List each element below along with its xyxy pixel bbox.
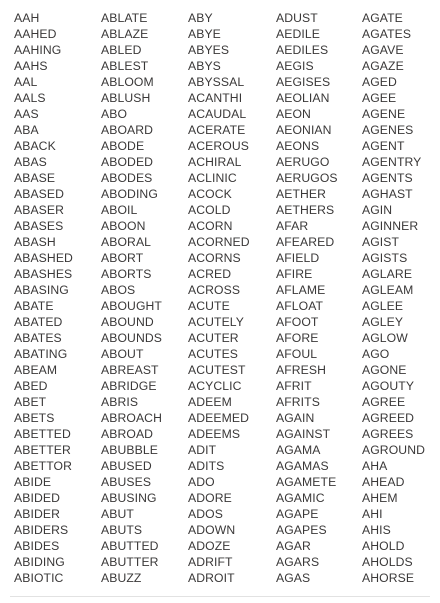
word-entry: AFORE xyxy=(276,331,319,345)
word-entry: AEON xyxy=(276,107,311,121)
word-entry: ABACK xyxy=(14,139,56,153)
word-entry: ABAS xyxy=(14,155,47,169)
word-entry: AGENTS xyxy=(362,171,413,185)
word-entry: ABOUT xyxy=(101,347,144,361)
word-entry: ABROAD xyxy=(101,427,154,441)
word-entry: ACUTEST xyxy=(188,363,246,377)
word-entry: ABIDER xyxy=(14,507,60,521)
word-entry: AGROUND xyxy=(362,443,425,457)
word-entry: AGATE xyxy=(362,11,403,25)
word-entry: ACOCK xyxy=(188,187,232,201)
word-entry: ADO xyxy=(188,475,215,489)
word-entry: AGAINST xyxy=(276,427,331,441)
word-entry: ACEROUS xyxy=(188,139,249,153)
word-entry: AAHED xyxy=(14,27,57,41)
word-entry: AGONE xyxy=(362,363,407,377)
word-entry: AFLOAT xyxy=(276,299,324,313)
word-column-3 xyxy=(188,10,276,586)
word-entry: ACORN xyxy=(188,219,233,233)
word-entry: AGLEE xyxy=(362,299,404,313)
word-entry: AFEARED xyxy=(276,235,335,249)
word-entry: ABASING xyxy=(14,283,69,297)
word-entry: ACHIRAL xyxy=(188,155,242,169)
word-entry: AAHS xyxy=(14,59,48,73)
word-entry: ABASER xyxy=(14,203,65,217)
word-entry: ABLATE xyxy=(101,11,148,25)
word-entry: ABETTER xyxy=(14,443,71,457)
word-entry: AGO xyxy=(362,347,390,361)
word-entry: ABRIS xyxy=(101,395,139,409)
word-entry: AHA xyxy=(362,459,388,473)
word-entry: ACROSS xyxy=(188,283,241,297)
word-entry: AGAVE xyxy=(362,43,404,57)
word-entry: AFRIT xyxy=(276,379,312,393)
word-entry: ABET xyxy=(14,395,47,409)
word-entry: ABORAL xyxy=(101,235,152,249)
word-entry: AGHAST xyxy=(362,187,413,201)
word-entry: ABED xyxy=(14,379,48,393)
word-entry: ABOUGHT xyxy=(101,299,162,313)
word-entry: ABLEST xyxy=(101,59,149,73)
word-entry: ADROIT xyxy=(188,571,235,585)
word-entry: ABETS xyxy=(14,411,55,425)
word-entry: ABODES xyxy=(101,171,153,185)
word-entry: AGLEAM xyxy=(362,283,414,297)
word-entry: ABLAZE xyxy=(101,27,149,41)
word-entry: AGENES xyxy=(362,123,414,137)
word-entry: AGAMETE xyxy=(276,475,337,489)
word-column-5 xyxy=(362,10,432,586)
word-entry: AEONIAN xyxy=(276,123,332,137)
word-entry: ABOUND xyxy=(101,315,154,329)
word-entry: AGAIN xyxy=(276,411,315,425)
word-entry: ABORTS xyxy=(101,267,152,281)
word-entry: ADITS xyxy=(188,459,225,473)
word-entry: ADUST xyxy=(276,11,318,25)
word-entry: ABUTS xyxy=(101,523,143,537)
word-entry: ACRED xyxy=(188,267,232,281)
word-entry: AGAPE xyxy=(276,507,319,521)
word-entry: AEDILE xyxy=(276,27,320,41)
word-entry: ACANTHI xyxy=(188,91,243,105)
word-entry: AALS xyxy=(14,91,46,105)
word-entry: AGAZE xyxy=(362,59,404,73)
word-entry: ADRIFT xyxy=(188,555,233,569)
word-entry: ABODING xyxy=(101,187,158,201)
word-entry: AGAMA xyxy=(276,443,321,457)
word-entry: ABO xyxy=(101,107,128,121)
word-entry: AGAR xyxy=(276,539,311,553)
word-entry: AERUGO xyxy=(276,155,330,169)
word-entry: AHEM xyxy=(362,491,398,505)
word-entry: AHIS xyxy=(362,523,391,537)
word-entry: AGENE xyxy=(362,107,406,121)
word-entry: ABYES xyxy=(188,43,230,57)
word-entry: ABATE xyxy=(14,299,54,313)
word-entry: ABRIDGE xyxy=(101,379,157,393)
word-entry: ACLINIC xyxy=(188,171,237,185)
word-entry: AEGISES xyxy=(276,75,331,89)
word-entry: AAHING xyxy=(14,43,62,57)
word-column-4 xyxy=(276,10,362,586)
word-entry: AGREED xyxy=(362,411,415,425)
word-entry: AGINNER xyxy=(362,219,419,233)
word-column-2 xyxy=(101,10,188,586)
word-entry: AFIELD xyxy=(276,251,320,265)
word-entry: ABIOTIC xyxy=(14,571,64,585)
word-entry: AHEAD xyxy=(362,475,405,489)
word-entry: AFOOT xyxy=(276,315,319,329)
word-entry: AFIRE xyxy=(276,267,313,281)
word-entry: AERUGOS xyxy=(276,171,338,185)
word-entry: ACOLD xyxy=(188,203,231,217)
word-entry: ABASH xyxy=(14,235,56,249)
word-entry: ACUTES xyxy=(188,347,239,361)
word-entry: ABROACH xyxy=(101,411,162,425)
word-entry: ABUT xyxy=(101,507,134,521)
word-entry: AGAS xyxy=(276,571,311,585)
word-entry: ABETTOR xyxy=(14,459,73,473)
word-entry: ABUTTER xyxy=(101,555,159,569)
word-column-1 xyxy=(14,10,101,586)
word-entry: AGATES xyxy=(362,27,412,41)
word-entry: AEDILES xyxy=(276,43,329,57)
word-entry: AFRITS xyxy=(276,395,320,409)
word-entry: ABYS xyxy=(188,59,221,73)
word-entry: AGAMAS xyxy=(276,459,329,473)
word-entry: ABIDE xyxy=(14,475,52,489)
word-entry: ABASHED xyxy=(14,251,73,265)
word-entry: ABUTTED xyxy=(101,539,159,553)
word-entry: ADOWN xyxy=(188,523,236,537)
word-entry: ABUSES xyxy=(101,475,152,489)
word-entry: AEGIS xyxy=(276,59,314,73)
word-entry: ABATED xyxy=(14,315,63,329)
word-entry: ABLOOM xyxy=(101,75,154,89)
word-entry: AHOLDS xyxy=(362,555,413,569)
word-entry: ABREAST xyxy=(101,363,159,377)
word-entry: ACYCLIC xyxy=(188,379,242,393)
word-entry: ABIDES xyxy=(14,539,60,553)
word-entry: AAS xyxy=(14,107,39,121)
word-entry: AGIST xyxy=(362,235,400,249)
word-entry: ABOARD xyxy=(101,123,154,137)
word-list-table xyxy=(14,10,432,586)
word-entry: AGAPES xyxy=(276,523,327,537)
word-entry: ADEEMS xyxy=(188,427,241,441)
word-entry: ABORT xyxy=(101,251,144,265)
word-entry: ABA xyxy=(14,123,39,137)
word-entry: ADEEM xyxy=(188,395,232,409)
word-entry: ABASES xyxy=(14,219,64,233)
bottom-divider xyxy=(10,596,430,597)
word-entry: ACUTER xyxy=(188,331,239,345)
word-entry: ABASHES xyxy=(14,267,73,281)
word-entry: ADEEMED xyxy=(188,411,249,425)
word-entry: ABODED xyxy=(101,155,154,169)
word-entry: AGED xyxy=(362,75,397,89)
word-entry: ABATING xyxy=(14,347,68,361)
word-entry: ABOON xyxy=(101,219,146,233)
word-entry: ABUSING xyxy=(101,491,157,505)
word-entry: ABIDING xyxy=(14,555,65,569)
word-entry: ABY xyxy=(188,11,213,25)
word-entry: AAH xyxy=(14,11,40,25)
word-entry: ABLED xyxy=(101,43,142,57)
word-entry: AFOUL xyxy=(276,347,318,361)
word-entry: ABLUSH xyxy=(101,91,151,105)
word-entry: AGLOW xyxy=(362,331,408,345)
word-entry: ABATES xyxy=(14,331,62,345)
word-entry: ABEAM xyxy=(14,363,58,377)
word-entry: AGAMIC xyxy=(276,491,325,505)
word-entry: AGLARE xyxy=(362,267,413,281)
word-entry: AGISTS xyxy=(362,251,408,265)
word-entry: ACORNS xyxy=(188,251,241,265)
word-entry: ABASE xyxy=(14,171,56,185)
word-entry: ACUTELY xyxy=(188,315,245,329)
word-entry: ADOZE xyxy=(188,539,231,553)
word-entry: ABETTED xyxy=(14,427,71,441)
word-entry: AFLAME xyxy=(276,283,326,297)
word-entry: AFAR xyxy=(276,219,309,233)
word-entry: ACAUDAL xyxy=(188,107,247,121)
word-entry: ABUZZ xyxy=(101,571,142,585)
word-entry: ACORNED xyxy=(188,235,250,249)
word-entry: AETHERS xyxy=(276,203,335,217)
word-entry: ABIDERS xyxy=(14,523,69,537)
word-entry: AHI xyxy=(362,507,383,521)
word-entry: AGOUTY xyxy=(362,379,415,393)
word-entry: AGLEY xyxy=(362,315,404,329)
word-entry: ADIT xyxy=(188,443,217,457)
word-entry: ABUSED xyxy=(101,459,152,473)
word-entry: ADOS xyxy=(188,507,223,521)
word-entry: AGARS xyxy=(276,555,320,569)
word-entry: AGENT xyxy=(362,139,405,153)
word-entry: ACERATE xyxy=(188,123,246,137)
word-entry: AEONS xyxy=(276,139,320,153)
word-entry: AETHER xyxy=(276,187,327,201)
word-entry: AEOLIAN xyxy=(276,91,330,105)
word-entry: ABASED xyxy=(14,187,65,201)
word-entry: AFRESH xyxy=(276,363,327,377)
word-entry: ABOUNDS xyxy=(101,331,162,345)
word-entry: ADORE xyxy=(188,491,232,505)
word-entry: ABYSSAL xyxy=(188,75,245,89)
word-entry: ABIDED xyxy=(14,491,60,505)
word-entry: ACUTE xyxy=(188,299,230,313)
word-entry: AAL xyxy=(14,75,38,89)
word-entry: AGREE xyxy=(362,395,406,409)
word-entry: AHOLD xyxy=(362,539,405,553)
word-entry: ABYE xyxy=(188,27,221,41)
word-entry: ABOIL xyxy=(101,203,138,217)
word-entry: AGIN xyxy=(362,203,393,217)
word-entry: AGREES xyxy=(362,427,414,441)
word-entry: AGEE xyxy=(362,91,397,105)
word-entry: ABODE xyxy=(101,139,145,153)
word-entry: AHORSE xyxy=(362,571,415,585)
word-entry: ABUBBLE xyxy=(101,443,158,457)
word-entry: ABOS xyxy=(101,283,136,297)
word-entry: AGENTRY xyxy=(362,155,422,169)
